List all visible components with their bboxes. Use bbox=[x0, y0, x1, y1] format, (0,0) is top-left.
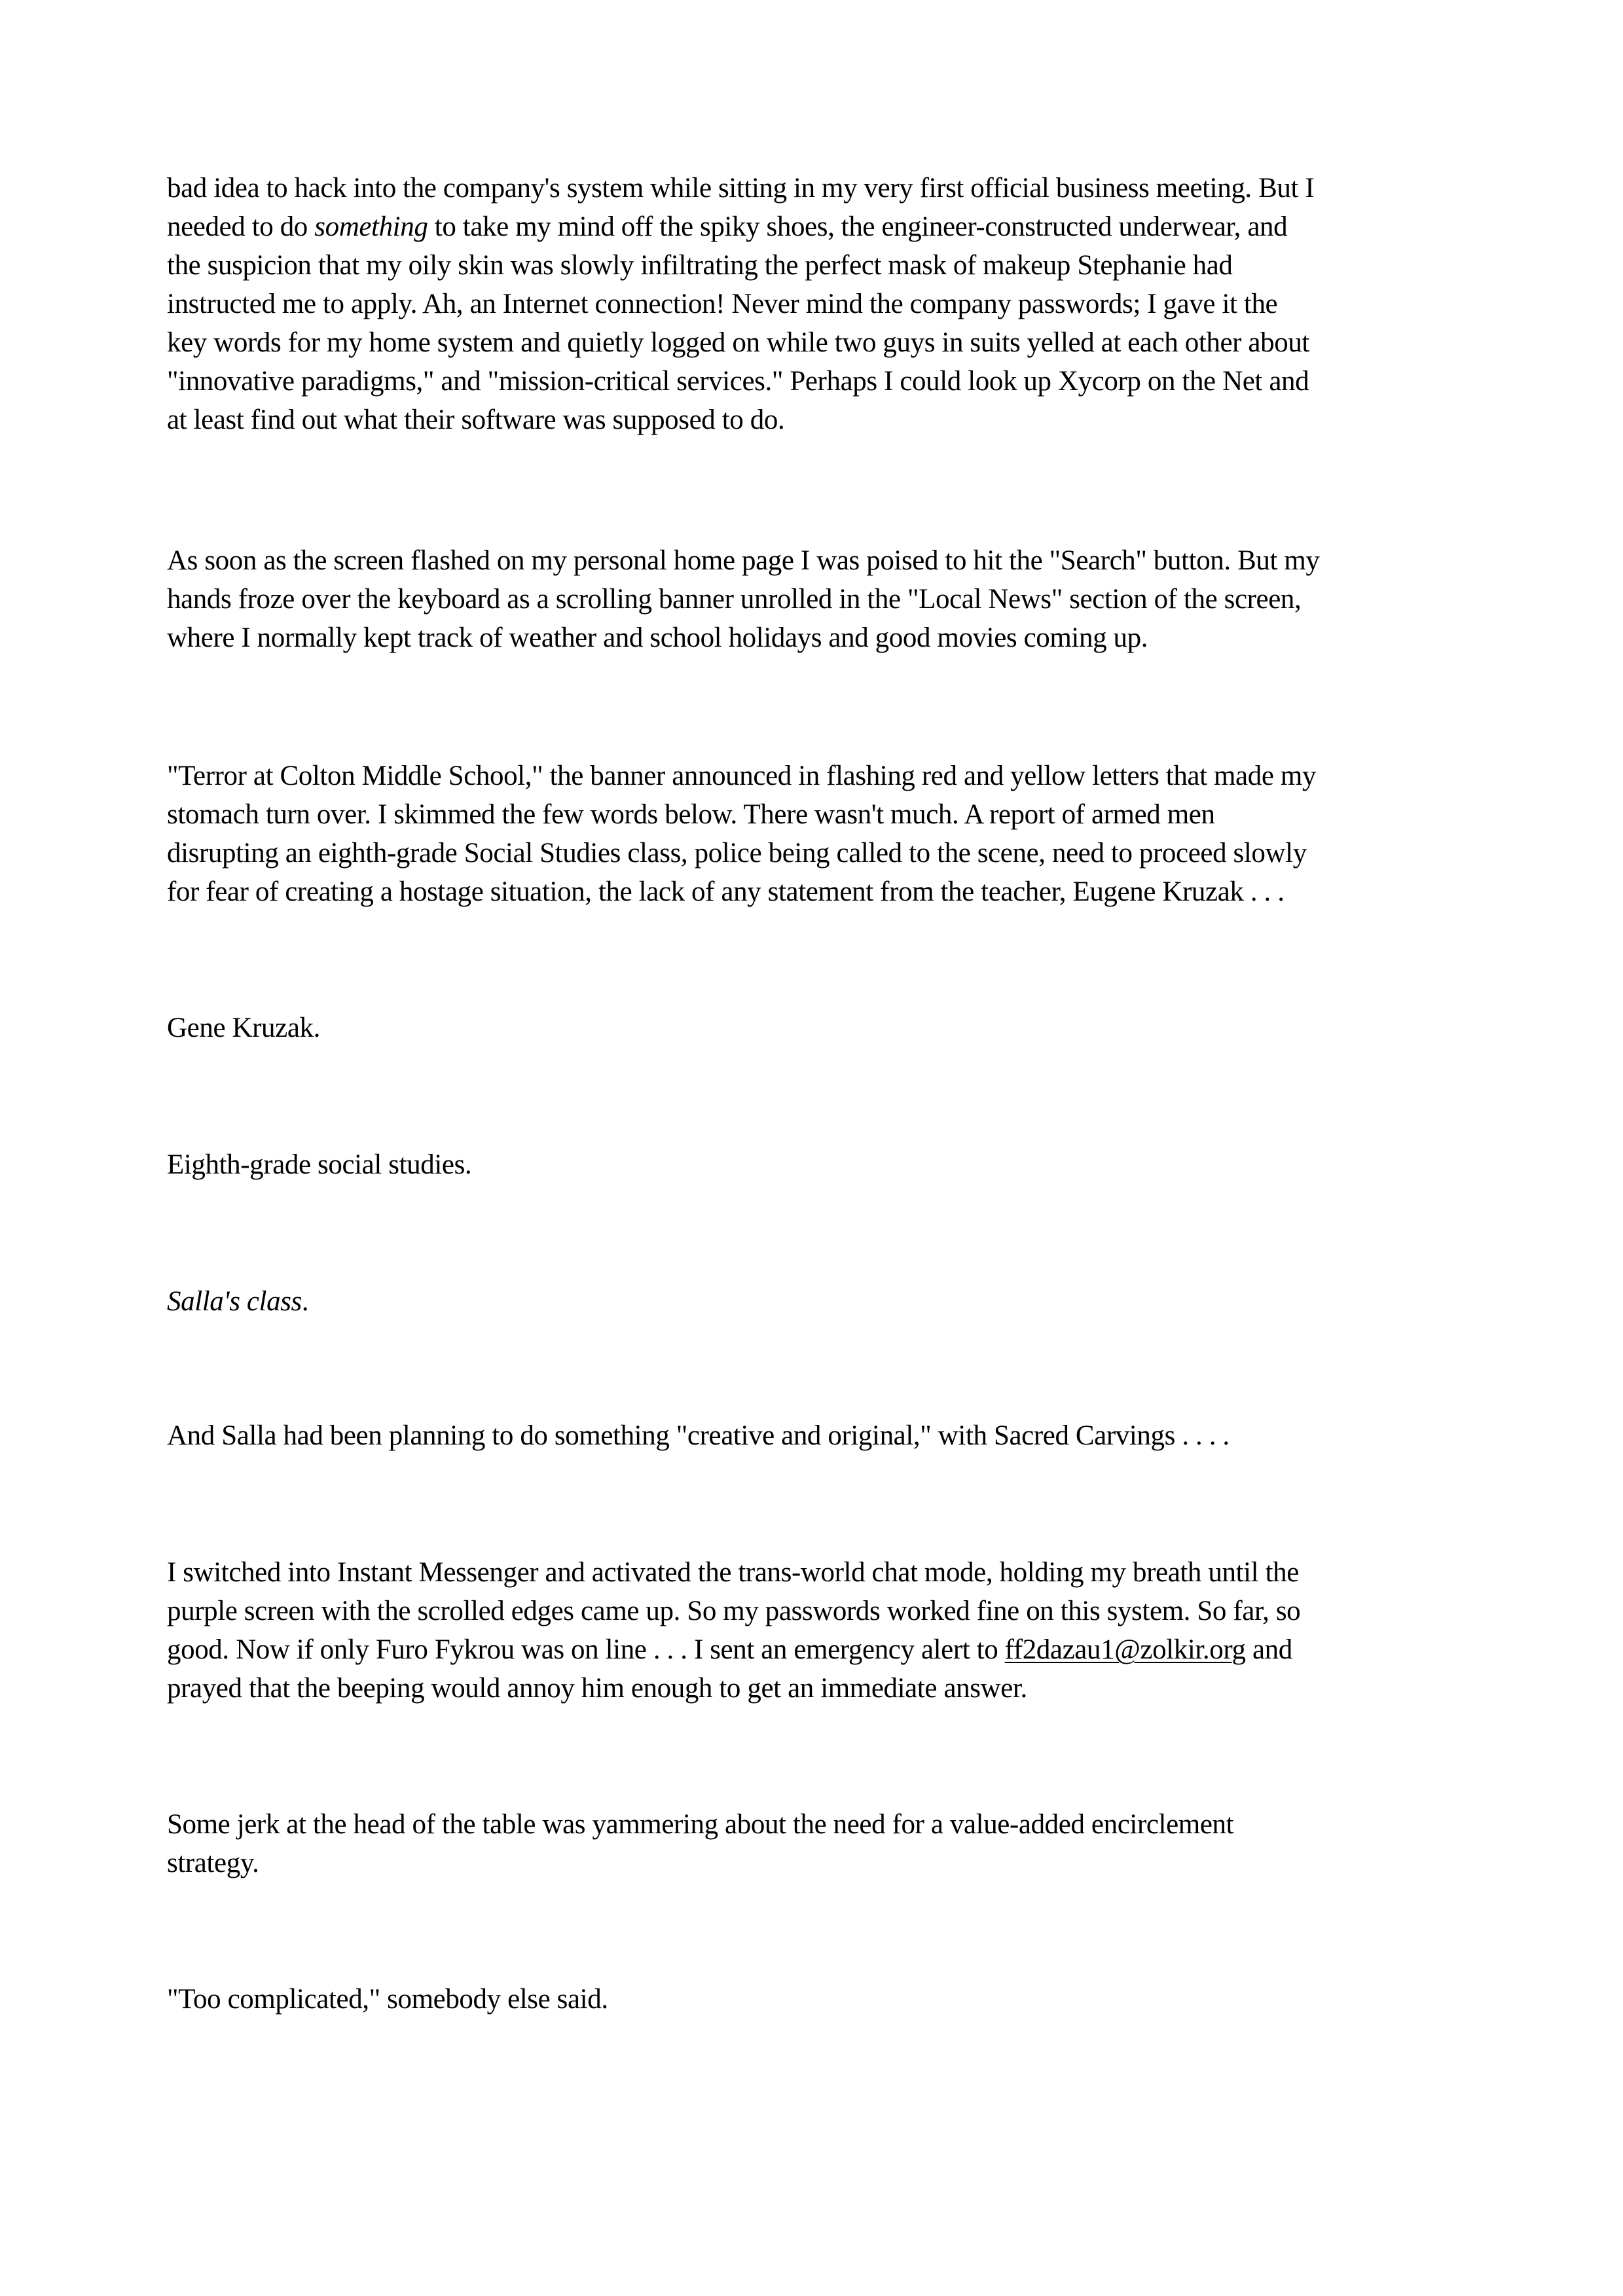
italic-emphasis: something bbox=[314, 211, 428, 242]
paragraph-terror-banner bbox=[167, 757, 1470, 911]
text-line: As soon as the screen flashed on my personal home page I was poised to hit the "Search" button. But my bbox=[167, 545, 1320, 576]
text-line bbox=[167, 1630, 1470, 1669]
text-line bbox=[167, 207, 1470, 246]
text-line: for fear of creating a hostage situation, the lack of any statement from the teacher, Eugene Kruzak . . . bbox=[167, 876, 1285, 907]
text-line: key words for my home system and quietly logged on while two guys in suits yelled at each other about bbox=[167, 327, 1309, 358]
text-line: Some jerk at the head of the table was yammering about the need for a value-added encirclement bbox=[167, 1809, 1234, 1840]
paragraph-encirclement-strategy bbox=[167, 1805, 1470, 1882]
text-line bbox=[167, 1282, 1470, 1321]
email-link[interactable]: ff2dazau1@zolkir.org bbox=[1004, 1634, 1246, 1665]
paragraph-sacred-carvings bbox=[167, 1416, 1470, 1455]
paragraph-instant-messenger bbox=[167, 1553, 1470, 1708]
text-line: Gene Kruzak. bbox=[167, 1013, 320, 1043]
text-line: strategy. bbox=[167, 1848, 259, 1878]
italic-emphasis: Salla's class bbox=[167, 1286, 302, 1317]
text-line: I switched into Instant Messenger and activated the trans-world chat mode, holding my breath until the bbox=[167, 1557, 1299, 1588]
text-line: "innovative paradigms," and "mission-critical services." Perhaps I could look up Xycorp on the Net and bbox=[167, 366, 1309, 397]
text-line: stomach turn over. I skimmed the few words below. There wasn't much. A report of armed men bbox=[167, 799, 1215, 830]
paragraph-too-complicated bbox=[167, 1980, 1470, 2018]
paragraph-gene-kruzak bbox=[167, 1009, 1470, 1047]
text-run: good. Now if only Furo Fykrou was on line . . . I sent an emergency alert to bbox=[167, 1634, 1005, 1665]
paragraph-eighth-grade bbox=[167, 1145, 1470, 1184]
paragraph-sallas-class bbox=[167, 1282, 1470, 1321]
text-run: to take my mind off the spiky shoes, the engineer-constructed underwear, and bbox=[428, 211, 1288, 242]
text-line: the suspicion that my oily skin was slowly infiltrating the perfect mask of makeup Stephanie had bbox=[167, 250, 1233, 281]
text-line: hands froze over the keyboard as a scrolling banner unrolled in the "Local News" section of the screen, bbox=[167, 584, 1302, 615]
text-line: instructed me to apply. Ah, an Internet connection! Never mind the company passwords; I gave it the bbox=[167, 289, 1278, 319]
text-line: purple screen with the scrolled edges came up. So my passwords worked fine on this system. So far, so bbox=[167, 1596, 1301, 1626]
text-line: And Salla had been planning to do something "creative and original," with Sacred Carvings . . . . bbox=[167, 1420, 1230, 1451]
text-line: "Terror at Colton Middle School," the banner announced in flashing red and yellow letters that made my bbox=[167, 761, 1317, 791]
text-line: prayed that the beeping would annoy him enough to get an immediate answer. bbox=[167, 1673, 1027, 1704]
text-line: where I normally kept track of weather and school holidays and good movies coming up. bbox=[167, 622, 1148, 653]
text-run: needed to do bbox=[167, 211, 315, 242]
text-line: at least find out what their software was supposed to do. bbox=[167, 404, 785, 435]
text-line: Eighth-grade social studies. bbox=[167, 1149, 472, 1180]
paragraph-home-page bbox=[167, 541, 1470, 657]
text-line: bad idea to hack into the company's system while sitting in my very first official business meeting. But I bbox=[167, 173, 1315, 204]
text-line: "Too complicated," somebody else said. bbox=[167, 1984, 608, 2015]
text-run: and bbox=[1245, 1634, 1292, 1665]
paragraph-hacking-meeting bbox=[167, 169, 1470, 439]
text-run: . bbox=[301, 1286, 309, 1317]
text-line: disrupting an eighth-grade Social Studies class, police being called to the scene, need to proceed slowly bbox=[167, 838, 1307, 869]
